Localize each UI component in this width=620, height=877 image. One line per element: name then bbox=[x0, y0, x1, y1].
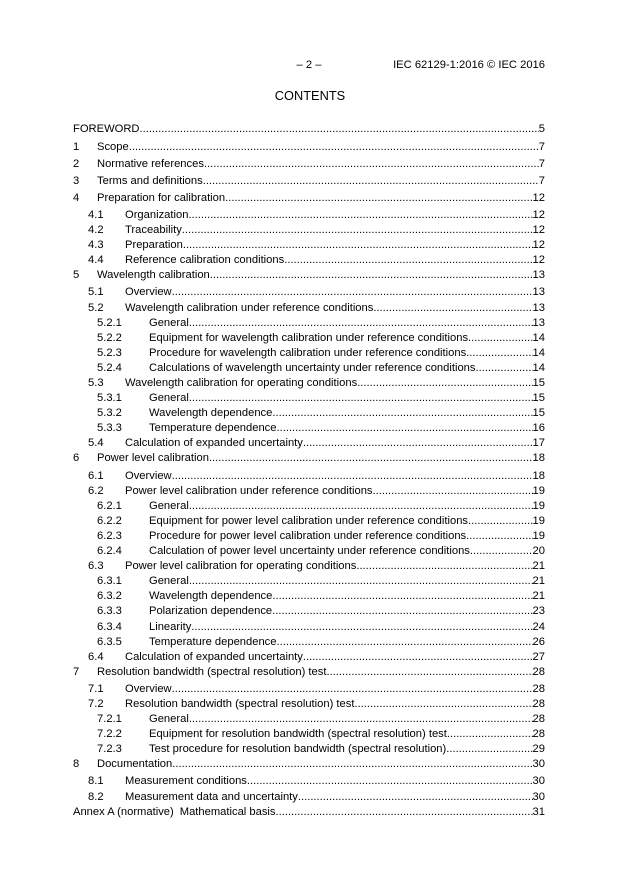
table-of-contents bbox=[73, 122, 545, 820]
dot-leader bbox=[189, 712, 533, 727]
toc-title: Documentation bbox=[97, 758, 173, 771]
toc-page-number: 28 bbox=[532, 665, 545, 678]
toc-entry-6-3-5[interactable] bbox=[73, 635, 545, 650]
toc-page-number: 21 bbox=[532, 560, 545, 573]
toc-entry-6-3-3[interactable] bbox=[73, 604, 545, 619]
dot-leader bbox=[468, 514, 533, 529]
dot-leader bbox=[209, 451, 533, 466]
dot-leader bbox=[277, 635, 533, 650]
toc-entry-2[interactable] bbox=[73, 157, 545, 172]
toc-number: 7.2.3 bbox=[97, 743, 122, 756]
toc-number: 5.3.1 bbox=[97, 392, 122, 405]
toc-page-number: 12 bbox=[532, 239, 545, 252]
dot-leader bbox=[356, 559, 532, 574]
toc-page-number: 19 bbox=[532, 499, 545, 512]
toc-title: Scope bbox=[97, 140, 129, 153]
toc-page-number: 20 bbox=[532, 545, 545, 558]
toc-number: 5.2.1 bbox=[97, 316, 122, 329]
dot-leader bbox=[189, 316, 533, 331]
toc-title: Calculation of power level uncertainty under reference conditions bbox=[149, 545, 470, 558]
toc-page-number: 14 bbox=[532, 331, 545, 344]
toc-title: Equipment for power level calibration under reference conditions bbox=[149, 514, 469, 527]
toc-page-number: 28 bbox=[532, 682, 545, 695]
toc-number: 1 bbox=[73, 140, 80, 153]
toc-number: 7.2.1 bbox=[97, 713, 122, 726]
dot-leader bbox=[466, 529, 532, 544]
toc-entry-6-2-3[interactable] bbox=[73, 529, 545, 544]
dot-leader bbox=[373, 301, 532, 316]
toc-title: Overview bbox=[125, 682, 172, 695]
toc-entry-5-3[interactable] bbox=[73, 376, 545, 391]
toc-entry-8-2[interactable] bbox=[73, 790, 545, 805]
toc-page-number: 12 bbox=[532, 208, 545, 221]
toc-entry-5-2-2[interactable] bbox=[73, 331, 545, 346]
toc-title: Wavelength dependence bbox=[149, 407, 273, 420]
dot-leader bbox=[210, 268, 533, 283]
toc-title: Traceability bbox=[125, 224, 182, 237]
toc-entry-7-1[interactable] bbox=[73, 682, 545, 697]
toc-entry-5-2-4[interactable] bbox=[73, 361, 545, 376]
toc-number: 3 bbox=[73, 174, 80, 187]
toc-number: 6.2.3 bbox=[97, 529, 122, 542]
toc-page-number: 30 bbox=[532, 790, 545, 803]
toc-title: Resolution bandwidth (spectral resolution) test bbox=[97, 665, 327, 678]
toc-title: Wavelength dependence bbox=[149, 590, 273, 603]
toc-title: Calculation of expanded uncertainty bbox=[125, 650, 303, 663]
toc-number: 6.2.4 bbox=[97, 545, 122, 558]
toc-number: 5.1 bbox=[88, 286, 104, 299]
toc-entry-5-3-2[interactable] bbox=[73, 406, 545, 421]
toc-page-number: 12 bbox=[532, 191, 545, 204]
toc-title: General bbox=[149, 316, 189, 329]
toc-title: Wavelength calibration bbox=[97, 269, 210, 282]
dot-leader bbox=[172, 469, 533, 484]
toc-entry-6-2-1[interactable] bbox=[73, 499, 545, 514]
toc-entry-4-3[interactable] bbox=[73, 238, 545, 253]
toc-title: Preparation bbox=[125, 239, 183, 252]
toc-page-number: 19 bbox=[532, 484, 545, 497]
toc-entry-5-3-3[interactable] bbox=[73, 421, 545, 436]
dot-leader bbox=[277, 421, 533, 436]
toc-entry-6-2-4[interactable] bbox=[73, 544, 545, 559]
dot-leader bbox=[183, 238, 533, 253]
toc-title: General bbox=[149, 713, 189, 726]
toc-number: 5.2.2 bbox=[97, 331, 122, 344]
toc-title: Measurement data and uncertainty bbox=[125, 790, 298, 803]
dot-leader bbox=[470, 544, 533, 559]
toc-title: Measurement conditions bbox=[125, 775, 247, 788]
toc-number: 6.2.1 bbox=[97, 499, 122, 512]
toc-entry-5-2-1[interactable] bbox=[73, 316, 545, 331]
toc-entry-5-1[interactable] bbox=[73, 285, 545, 300]
toc-title: Procedure for wavelength calibration under reference conditions bbox=[149, 346, 467, 359]
toc-entry-annex-a[interactable] bbox=[73, 805, 545, 820]
toc-number: 6.3.4 bbox=[97, 620, 122, 633]
toc-page-number: 26 bbox=[532, 635, 545, 648]
toc-number: 8 bbox=[73, 758, 80, 771]
toc-entry-8-1[interactable] bbox=[73, 774, 545, 789]
toc-entry-6-1[interactable] bbox=[73, 469, 545, 484]
toc-title: Overview bbox=[125, 286, 172, 299]
toc-title: Calculation of expanded uncertainty bbox=[125, 437, 303, 450]
toc-title: General bbox=[149, 575, 189, 588]
toc-entry-6-2[interactable] bbox=[73, 484, 545, 499]
toc-entry-6-3-4[interactable] bbox=[73, 620, 545, 635]
toc-entry-7-2-3[interactable] bbox=[73, 742, 545, 757]
toc-entry-7-2-1[interactable] bbox=[73, 712, 545, 727]
toc-page-number: 28 bbox=[532, 713, 545, 726]
toc-title: General bbox=[149, 499, 189, 512]
dot-leader bbox=[189, 499, 533, 514]
toc-page-number: 23 bbox=[532, 605, 545, 618]
toc-page-number: 14 bbox=[532, 361, 545, 374]
toc-page-number: 15 bbox=[532, 407, 545, 420]
dot-leader bbox=[354, 697, 532, 712]
toc-entry-5-4[interactable] bbox=[73, 436, 545, 451]
toc-page-number: 30 bbox=[532, 758, 545, 771]
toc-page-number: 28 bbox=[532, 697, 545, 710]
dot-leader bbox=[182, 223, 533, 238]
dot-leader bbox=[476, 361, 533, 376]
toc-number: 5.4 bbox=[88, 437, 104, 450]
toc-page-number: 16 bbox=[532, 422, 545, 435]
toc-entry-5-3-1[interactable] bbox=[73, 391, 545, 406]
dot-leader bbox=[172, 285, 533, 300]
toc-entry-4-2[interactable] bbox=[73, 223, 545, 238]
toc-number: 5.3.2 bbox=[97, 407, 122, 420]
toc-page-number: 13 bbox=[532, 316, 545, 329]
dot-leader bbox=[225, 191, 532, 206]
toc-title: Wavelength calibration for operating conditions bbox=[125, 377, 358, 389]
toc-number: 7.1 bbox=[88, 682, 104, 695]
dot-leader bbox=[247, 774, 533, 789]
toc-page-number: 19 bbox=[532, 514, 545, 527]
dot-leader bbox=[272, 604, 532, 619]
dot-leader bbox=[276, 805, 533, 820]
toc-entry-6-3-1[interactable] bbox=[73, 574, 545, 589]
dot-leader bbox=[284, 253, 532, 268]
dot-leader bbox=[303, 436, 533, 451]
dot-leader bbox=[446, 742, 532, 757]
dot-leader bbox=[204, 157, 539, 172]
toc-title: Equipment for wavelength calibration under reference conditions bbox=[149, 331, 469, 344]
toc-number: 6.3.1 bbox=[97, 575, 122, 588]
toc-title: Wavelength calibration under reference conditions bbox=[125, 301, 374, 314]
toc-page-number: 5 bbox=[538, 122, 545, 135]
toc-entry-5-2[interactable] bbox=[73, 301, 545, 316]
toc-title: Organization bbox=[125, 208, 189, 221]
toc-entry-6[interactable] bbox=[73, 451, 545, 466]
toc-number: 6.1 bbox=[88, 469, 104, 482]
toc-title: Resolution bandwidth (spectral resolution) test bbox=[125, 697, 355, 710]
toc-number: 6.3.2 bbox=[97, 590, 122, 603]
toc-page-number: 7 bbox=[538, 140, 545, 153]
toc-page-number: 7 bbox=[538, 174, 545, 187]
toc-title: Normative references bbox=[97, 157, 204, 170]
toc-entry-6-3-2[interactable] bbox=[73, 589, 545, 604]
dot-leader bbox=[172, 682, 533, 697]
toc-number: 2 bbox=[73, 157, 80, 170]
dot-leader bbox=[466, 346, 532, 361]
toc-page-number: 12 bbox=[532, 224, 545, 237]
dot-leader bbox=[189, 574, 533, 589]
dot-leader bbox=[373, 484, 533, 499]
toc-title: Equipment for resolution bandwidth (spectral resolution) test bbox=[149, 728, 447, 741]
dot-leader bbox=[272, 589, 532, 604]
toc-annex-label: Annex A (normative) bbox=[73, 805, 174, 818]
toc-entry-6-4[interactable] bbox=[73, 650, 545, 665]
toc-title: Power level calibration bbox=[97, 452, 209, 465]
toc-entry-4[interactable] bbox=[73, 191, 545, 206]
toc-entry-4-4[interactable] bbox=[73, 253, 545, 268]
toc-page-number: 31 bbox=[532, 805, 545, 818]
toc-page-number: 12 bbox=[532, 254, 545, 267]
toc-page-number: 14 bbox=[532, 346, 545, 359]
toc-entry-5[interactable] bbox=[73, 268, 545, 283]
toc-number: 5.2.3 bbox=[97, 346, 122, 359]
toc-page-number: 29 bbox=[532, 743, 545, 756]
toc-page-number: 24 bbox=[532, 620, 545, 633]
toc-title: Reference calibration conditions bbox=[125, 254, 285, 267]
dot-leader bbox=[272, 406, 532, 421]
dot-leader bbox=[203, 174, 539, 189]
toc-title: General bbox=[149, 392, 189, 405]
toc-number: 8.1 bbox=[88, 775, 104, 788]
toc-number: 4.4 bbox=[88, 254, 104, 267]
dot-leader bbox=[357, 376, 532, 391]
dot-leader bbox=[303, 650, 533, 665]
toc-title: FOREWORD bbox=[73, 122, 140, 135]
toc-page-number: 28 bbox=[532, 728, 545, 741]
dot-leader bbox=[189, 391, 533, 406]
toc-number: 7 bbox=[73, 665, 80, 678]
toc-number: 6.3 bbox=[88, 560, 104, 573]
dot-leader bbox=[191, 620, 532, 635]
toc-title: Procedure for power level calibration under reference conditions bbox=[149, 529, 467, 542]
toc-page-number: 18 bbox=[532, 469, 545, 482]
toc-page-number: 13 bbox=[532, 301, 545, 314]
toc-number: 5.3.3 bbox=[97, 422, 122, 435]
dot-leader bbox=[447, 727, 533, 742]
dot-leader bbox=[140, 122, 539, 137]
dot-leader bbox=[468, 331, 533, 346]
toc-number: 6.2 bbox=[88, 484, 104, 497]
toc-number: 6.4 bbox=[88, 650, 104, 663]
toc-number: 4.1 bbox=[88, 208, 104, 221]
toc-number: 6 bbox=[73, 452, 80, 465]
toc-number: 6.2.2 bbox=[97, 514, 122, 527]
toc-entry-1[interactable] bbox=[73, 140, 545, 155]
dot-leader bbox=[172, 757, 532, 772]
toc-number: 6.3.3 bbox=[97, 605, 122, 618]
toc-entry-6-2-2[interactable] bbox=[73, 514, 545, 529]
toc-title: Calculations of wavelength uncertainty under reference conditions bbox=[149, 361, 476, 374]
toc-page-number: 27 bbox=[532, 650, 545, 663]
toc-number: 4 bbox=[73, 191, 80, 204]
toc-title: Test procedure for resolution bandwidth (spectral resolution) bbox=[149, 743, 447, 756]
toc-entry-6-3[interactable] bbox=[73, 559, 545, 574]
toc-title: Power level calibration for operating conditions bbox=[125, 560, 357, 573]
toc-page-number: 13 bbox=[532, 269, 545, 282]
dot-leader bbox=[298, 790, 533, 805]
toc-title: Linearity bbox=[149, 620, 192, 633]
toc-entry-foreword[interactable] bbox=[73, 122, 545, 137]
toc-page-number: 15 bbox=[532, 392, 545, 405]
toc-entry-5-2-3[interactable] bbox=[73, 346, 545, 361]
toc-title: Overview bbox=[125, 469, 172, 482]
toc-entry-7-2[interactable] bbox=[73, 697, 545, 712]
toc-title: Temperature dependence bbox=[149, 422, 277, 435]
toc-page-number: 15 bbox=[532, 377, 545, 389]
dot-leader bbox=[129, 140, 539, 155]
toc-page-number: 7 bbox=[538, 157, 545, 170]
toc-number: 5.3 bbox=[88, 377, 104, 389]
toc-number: 7.2.2 bbox=[97, 728, 122, 741]
toc-number: 5.2.4 bbox=[97, 361, 122, 374]
toc-number: 5 bbox=[73, 269, 80, 282]
toc-page-number: 13 bbox=[532, 286, 545, 299]
toc-page-number: 17 bbox=[532, 437, 545, 450]
toc-number: 7.2 bbox=[88, 697, 104, 710]
toc-entry-8[interactable] bbox=[73, 757, 545, 772]
toc-page-number: 21 bbox=[532, 590, 545, 603]
standard-reference-header: IEC 62129-1:2016 © IEC 2016 bbox=[393, 59, 545, 71]
toc-number: 6.3.5 bbox=[97, 635, 122, 648]
page-number-header: – 2 – bbox=[296, 59, 322, 71]
toc-title: Terms and definitions bbox=[97, 174, 203, 187]
toc-entry-3[interactable] bbox=[73, 174, 545, 189]
toc-page-number: 18 bbox=[532, 452, 545, 465]
toc-number: 5.2 bbox=[88, 301, 104, 314]
toc-entry-7-2-2[interactable] bbox=[73, 727, 545, 742]
toc-title: Temperature dependence bbox=[149, 635, 277, 648]
dot-leader bbox=[326, 665, 532, 680]
toc-title: Polarization dependence bbox=[149, 605, 273, 618]
toc-page-number: 21 bbox=[532, 575, 545, 588]
toc-page-number: 19 bbox=[532, 529, 545, 542]
toc-number: 4.2 bbox=[88, 224, 104, 237]
toc-entry-7[interactable] bbox=[73, 665, 545, 680]
toc-page-number: 30 bbox=[532, 775, 545, 788]
toc-title: Power level calibration under reference conditions bbox=[125, 484, 373, 497]
contents-heading: CONTENTS bbox=[274, 88, 346, 103]
toc-number: 4.3 bbox=[88, 239, 104, 252]
toc-title: Preparation for calibration bbox=[97, 191, 226, 204]
toc-number: 8.2 bbox=[88, 790, 104, 803]
dot-leader bbox=[188, 208, 532, 223]
toc-entry-4-1[interactable] bbox=[73, 208, 545, 223]
toc-title: Mathematical basis bbox=[179, 805, 276, 818]
